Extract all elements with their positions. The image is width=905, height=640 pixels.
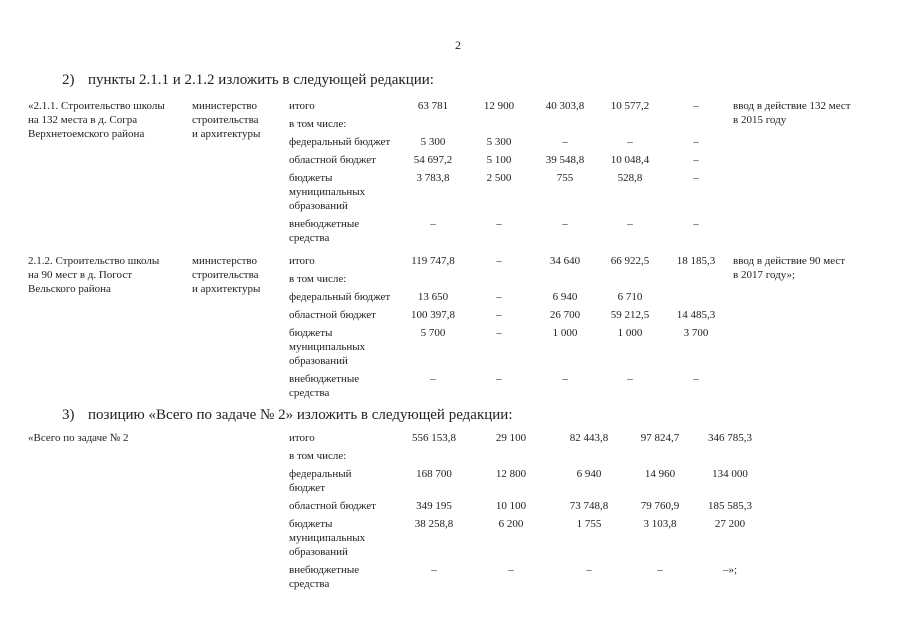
executor-name: министерство строительства и архитектуры <box>192 100 261 140</box>
amount-value: – <box>562 373 568 385</box>
amount-value: 3 783,8 <box>416 172 450 184</box>
amount-value: 12 800 <box>495 468 527 480</box>
amount-value: – <box>508 564 514 576</box>
amount-value: – <box>562 218 568 230</box>
amount-value: 14 485,3 <box>676 309 716 321</box>
amount-value: 100 397,8 <box>411 309 455 321</box>
executor-name: министерство строительства и архитектуры <box>192 255 261 295</box>
amount-value: – <box>496 309 502 321</box>
amount-value: 349 195 <box>416 500 452 512</box>
amount-value: 2 500 <box>486 172 512 184</box>
amount-value: – <box>496 327 502 339</box>
amount-value: 13 650 <box>417 291 449 303</box>
amount-value: – <box>496 291 502 303</box>
amount-value: 40 303,8 <box>545 100 585 112</box>
amount-value: 39 548,8 <box>545 154 585 166</box>
amount-value: – <box>562 136 568 148</box>
amount-value: 14 960 <box>644 468 676 480</box>
amount-value: – <box>496 373 502 385</box>
amount-value: – <box>693 373 699 385</box>
amount-value: – <box>627 136 633 148</box>
funding-source-label: итого <box>289 432 315 444</box>
item-2-heading <box>62 71 434 89</box>
amount-value: – <box>693 100 699 112</box>
funding-source-label: федеральный бюджет <box>289 291 391 303</box>
amount-value: – <box>586 564 592 576</box>
funding-source-label: внебюджетные средства <box>289 564 360 590</box>
amount-value: 185 585,3 <box>708 500 752 512</box>
funding-source-label: федеральный бюджет <box>289 468 352 494</box>
result-note: ввод в действие 132 мест в 2015 году <box>733 100 851 126</box>
amount-value: 10 100 <box>495 500 527 512</box>
amount-value: 97 824,7 <box>640 432 680 444</box>
measure-name: «2.1.1. Строительство школы на 132 места в д. Согра Верхнетоемского района <box>28 100 165 140</box>
amount-value: 54 697,2 <box>413 154 453 166</box>
amount-value: 1 000 <box>617 327 643 339</box>
amount-value: 82 443,8 <box>569 432 609 444</box>
result-note: ввод в действие 90 мест в 2017 году»; <box>733 255 846 281</box>
funding-source-label: областной бюджет <box>289 309 376 321</box>
amount-value: – <box>693 136 699 148</box>
funding-source-label: бюджеты муниципальных образований <box>289 327 366 367</box>
amount-value: – <box>693 154 699 166</box>
funding-source-label: итого <box>289 255 315 267</box>
amount-value: 134 000 <box>712 468 748 480</box>
amount-value: – <box>496 218 502 230</box>
amount-value: 556 153,8 <box>412 432 456 444</box>
amount-value: 66 922,5 <box>610 255 650 267</box>
funding-source-label: в том числе: <box>289 118 347 130</box>
funding-source-label: федеральный бюджет <box>289 136 391 148</box>
amount-value: 5 300 <box>420 136 446 148</box>
funding-source-label: бюджеты муниципальных образований <box>289 172 366 212</box>
amount-value: – <box>657 564 663 576</box>
item-3-marker: 3) <box>62 407 75 423</box>
funding-source-label: областной бюджет <box>289 500 376 512</box>
amount-value: 1 755 <box>576 518 602 530</box>
amount-value: 59 212,5 <box>610 309 650 321</box>
item-3-heading <box>62 406 512 424</box>
item-3-text: позицию «Всего по задаче № 2» изложить в следующей редакции: <box>88 407 513 423</box>
amount-value: – <box>430 373 436 385</box>
amount-value: 63 781 <box>417 100 449 112</box>
amount-value: 346 785,3 <box>708 432 752 444</box>
funding-source-label: в том числе: <box>289 273 347 285</box>
amount-value: 12 900 <box>483 100 515 112</box>
amount-value: 34 640 <box>549 255 581 267</box>
measure-name: «Всего по задаче № 2 <box>28 432 129 444</box>
amount-value: –»; <box>722 564 738 576</box>
amount-value: – <box>693 172 699 184</box>
amount-value: – <box>627 373 633 385</box>
funding-source-label: внебюджетные средства <box>289 373 360 399</box>
amount-value: – <box>430 218 436 230</box>
amount-value: 6 710 <box>617 291 643 303</box>
amount-value: 168 700 <box>416 468 452 480</box>
funding-source-label: областной бюджет <box>289 154 376 166</box>
measure-2-1-2-block <box>28 254 877 404</box>
amount-value: 5 300 <box>486 136 512 148</box>
funding-source-label: внебюджетные средства <box>289 218 360 244</box>
amount-value: 119 747,8 <box>411 255 455 267</box>
amount-value: – <box>431 564 437 576</box>
amount-value: 6 940 <box>552 291 578 303</box>
amount-value: 5 100 <box>486 154 512 166</box>
amount-value: 528,8 <box>617 172 643 184</box>
funding-source-label: бюджеты муниципальных образований <box>289 518 366 558</box>
amount-value: – <box>627 218 633 230</box>
task-2-total-block <box>28 431 764 595</box>
amount-value: – <box>693 218 699 230</box>
amount-value: 755 <box>556 172 574 184</box>
amount-value: 73 748,8 <box>569 500 609 512</box>
amount-value: 18 185,3 <box>676 255 716 267</box>
amount-value: 3 700 <box>683 327 709 339</box>
amount-value: – <box>496 255 502 267</box>
funding-source-label: итого <box>289 100 315 112</box>
amount-value: 6 200 <box>498 518 524 530</box>
amount-value: 29 100 <box>495 432 527 444</box>
amount-value: 27 200 <box>714 518 746 530</box>
amount-value: 38 258,8 <box>414 518 454 530</box>
amount-value: 10 577,2 <box>610 100 650 112</box>
item-2-text: пункты 2.1.1 и 2.1.2 изложить в следующей редакции: <box>88 72 434 88</box>
measure-2-1-1-block <box>28 99 877 249</box>
amount-value: 79 760,9 <box>640 500 680 512</box>
amount-value: 6 940 <box>576 468 602 480</box>
funding-source-label: в том числе: <box>289 450 347 462</box>
amount-value: 5 700 <box>420 327 446 339</box>
amount-value: 26 700 <box>549 309 581 321</box>
measure-name: 2.1.2. Строительство школы на 90 мест в д. Погост Вельского района <box>28 255 160 295</box>
item-2-marker: 2) <box>62 72 75 88</box>
page-number: 2 <box>455 38 461 52</box>
amount-value: 3 103,8 <box>643 518 677 530</box>
amount-value: 10 048,4 <box>610 154 650 166</box>
amount-value: 1 000 <box>552 327 578 339</box>
